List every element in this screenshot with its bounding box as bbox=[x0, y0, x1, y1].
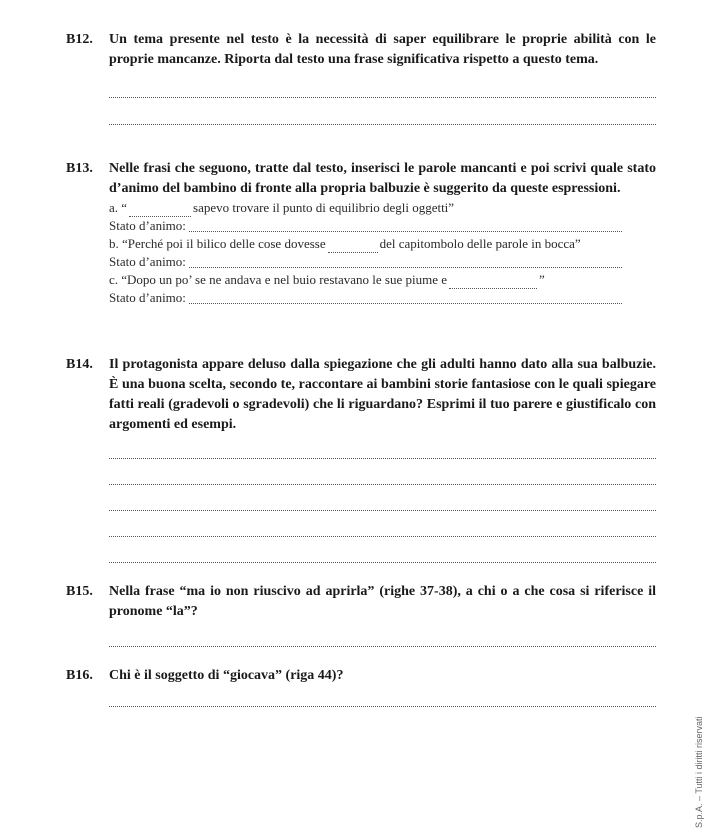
sentence-c-start: c. “Dopo un po’ se ne andava e nel buio restavano le sue piume e bbox=[109, 272, 447, 287]
question-b15 bbox=[66, 582, 656, 647]
sentence-c bbox=[109, 271, 656, 289]
answer-line[interactable] bbox=[109, 536, 656, 537]
answer-line[interactable] bbox=[109, 97, 656, 98]
mood-a-row bbox=[109, 217, 622, 235]
blank-c[interactable] bbox=[449, 276, 537, 289]
question-number: B15. bbox=[66, 584, 93, 599]
mood-label: Stato d’animo: bbox=[109, 290, 186, 305]
sentence-a-start: a. “ bbox=[109, 200, 128, 215]
answer-line[interactable] bbox=[109, 510, 656, 511]
sentence-c-end: ” bbox=[539, 272, 545, 287]
mood-label: Stato d’animo: bbox=[109, 218, 186, 233]
question-number: B12. bbox=[66, 32, 93, 47]
question-number: B13. bbox=[66, 161, 93, 176]
sentence-a bbox=[109, 199, 656, 217]
blank-b[interactable] bbox=[328, 240, 378, 253]
sentence-b-end: del capitombolo delle parole in bocca” bbox=[379, 236, 581, 251]
mood-b-row bbox=[109, 253, 622, 271]
question-number: B14. bbox=[66, 357, 93, 372]
question-text: Un tema presente nel testo è la necessità di saper equilibrare le proprie abilità con le proprie mancanze. Riporta dal testo una frase significativa rispetto a questo tema. bbox=[109, 32, 656, 67]
question-text: Nella frase “ma io non riuscivo ad aprirla” (righe 37-38), a chi o a che cosa si riferisce il pronome “la”? bbox=[109, 584, 656, 619]
question-text: Nelle frasi che seguono, tratte dal testo, inserisci le parole mancanti e poi scrivi quale stato d’animo del bambino di fronte alla propria balbuzie è suggerito da queste espressioni. bbox=[109, 161, 656, 196]
question-b14 bbox=[66, 355, 656, 563]
question-b16 bbox=[66, 666, 656, 707]
answer-line[interactable] bbox=[109, 706, 656, 707]
sentence-b-start: b. “Perché poi il bilico delle cose dovesse bbox=[109, 236, 326, 251]
answer-line[interactable] bbox=[109, 484, 656, 485]
answer-line[interactable] bbox=[109, 562, 656, 563]
question-b12 bbox=[66, 30, 656, 125]
mood-a-field[interactable] bbox=[189, 219, 622, 232]
answer-line[interactable] bbox=[109, 646, 656, 647]
mood-b-field[interactable] bbox=[189, 255, 622, 268]
question-b13 bbox=[66, 159, 656, 307]
sentence-b bbox=[109, 235, 656, 253]
question-number: B16. bbox=[66, 668, 93, 683]
mood-c-row bbox=[109, 289, 622, 307]
blank-a[interactable] bbox=[129, 204, 191, 217]
answer-line[interactable] bbox=[109, 124, 656, 125]
answer-line[interactable] bbox=[109, 458, 656, 459]
question-text: Chi è il soggetto di “giocava” (riga 44)? bbox=[109, 668, 344, 683]
question-text: Il protagonista appare deluso dalla spiegazione che gli adulti hanno dato alla sua balbuzie. È una buona scelta, secondo te, raccontare ai bambini storie fantasiose con le quali spiegare fatti reali (gradevoli o sgradevoli) che li riguardano? Esprimi il tuo parere e giustificalo con argomenti ed esempi. bbox=[109, 357, 656, 432]
mood-label: Stato d’animo: bbox=[109, 254, 186, 269]
mood-c-field[interactable] bbox=[189, 291, 622, 304]
sentence-a-end: sapevo trovare il punto di equilibrio degli oggetti” bbox=[193, 200, 455, 215]
copyright-notice: S.p.A. – Tutti i diritti riservati bbox=[694, 716, 704, 828]
